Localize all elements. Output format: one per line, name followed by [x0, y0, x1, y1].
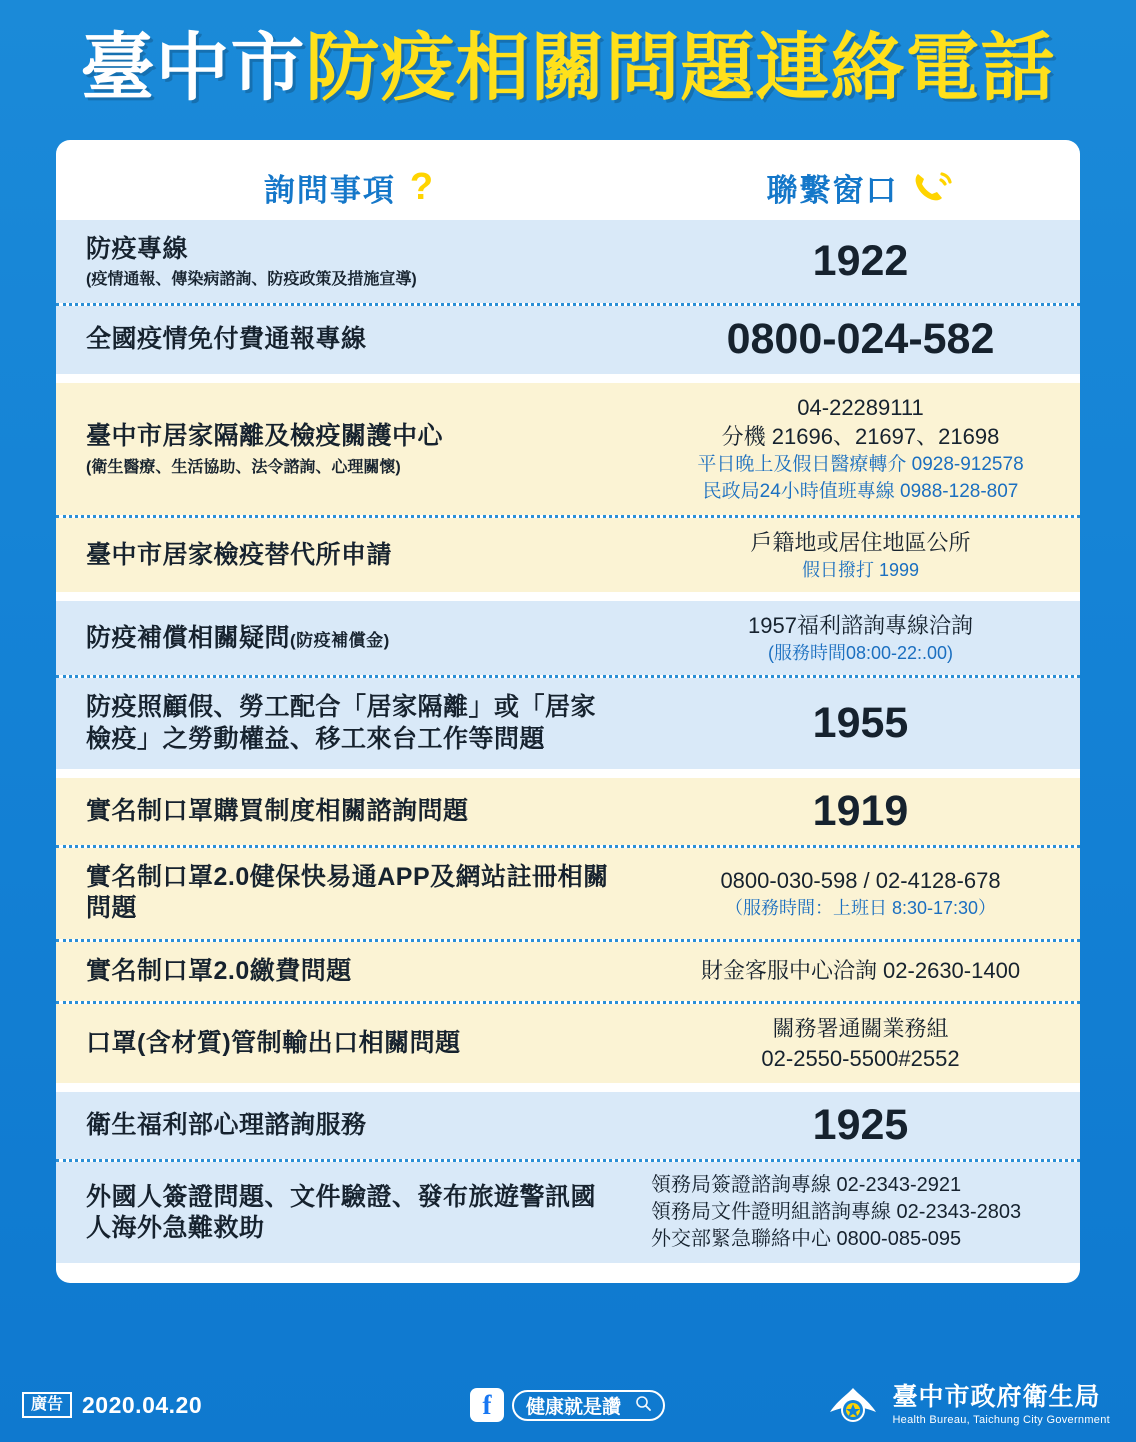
- table-row: [56, 678, 1080, 769]
- answer-line: 領務局簽證諮詢專線 02-2343-2921: [651, 1174, 962, 1197]
- question-cell: [56, 220, 641, 303]
- question-title: 臺中市居家檢疫替代所申請: [86, 540, 393, 569]
- question-cell: [56, 1162, 641, 1263]
- ad-badge: 廣告: [22, 1392, 72, 1418]
- phone-number: 1925: [812, 1101, 909, 1150]
- table-row: [56, 220, 1080, 303]
- answer-cell: [641, 1004, 1080, 1083]
- question-subtitle: (疫情通報、傳染病諮詢、防疫政策及措施宣導): [86, 271, 417, 289]
- question-cell: [56, 942, 641, 1001]
- question-mark-icon: ?: [409, 166, 434, 208]
- question-title: 全國疫情免付費通報專線: [86, 325, 367, 354]
- answer-cell: [641, 1092, 1080, 1159]
- answer-cell: [641, 1162, 1080, 1263]
- question-title: 防疫專線: [86, 235, 189, 263]
- question-cell: [56, 306, 641, 373]
- facebook-icon: f: [470, 1388, 504, 1422]
- service-hours: （服務時間：上班日 8:30-17:30）: [724, 898, 997, 918]
- phone-number: 1922: [812, 237, 909, 286]
- question-cell: [56, 1004, 641, 1083]
- phone-line: 04-22289111: [797, 394, 924, 420]
- answer-cell: [641, 942, 1080, 1001]
- extension-line: 分機 21696、21697、21698: [721, 424, 1000, 450]
- question-title: 外國人簽證問題、文件驗證、發布旅遊警訊國人海外急難救助: [86, 1182, 597, 1242]
- table-row: [56, 778, 1080, 845]
- answer-line: 關務署通關業務組: [772, 1015, 949, 1041]
- answer-cell: [641, 678, 1080, 769]
- question-title: [86, 623, 619, 654]
- answer-cell: [641, 306, 1080, 373]
- search-icon: [635, 1395, 651, 1416]
- question-title: 實名制口罩購買制度相關諮詢問題: [86, 796, 469, 825]
- answer-line: 1957福利諮詢專線洽詢: [748, 613, 973, 639]
- answer-line: 0800-030-598 / 02-4128-678: [720, 868, 1001, 894]
- col1-header-label: 詢問事項: [263, 172, 396, 208]
- group-gap: [56, 592, 1080, 601]
- question-title-note: (防疫補償金): [290, 630, 390, 650]
- after-hours-line: 平日晚上及假日醫療轉介 0928-912578: [697, 454, 1024, 476]
- table-header-row: [56, 154, 1080, 220]
- question-title: 實名制口罩2.0繳費問題: [86, 956, 352, 985]
- service-hours: (服務時間08:00-22:.00): [767, 642, 954, 663]
- answer-line: 外交部緊急聯絡中心 0800-085-095: [651, 1228, 962, 1251]
- col2-header-label: 聯繫窗口: [766, 172, 899, 208]
- contact-table-card: [56, 140, 1080, 1283]
- group-gap: [56, 374, 1080, 383]
- col2-header-cell: [641, 165, 1080, 210]
- question-cell: [56, 848, 641, 939]
- poster-header: [0, 0, 1136, 126]
- phone-icon: [911, 168, 955, 206]
- answer-line: 02-2550-5500#2552: [761, 1045, 960, 1071]
- question-cell: [56, 1092, 641, 1159]
- answer-line: 財金客服中心洽詢 02-2630-1400: [700, 958, 1021, 984]
- table-row: [56, 518, 1080, 592]
- question-title-text: 防疫補償相關疑問: [86, 623, 291, 652]
- phone-number: 0800-024-582: [726, 315, 995, 364]
- phone-number: 1919: [812, 786, 909, 835]
- organization-name: 臺中市政府衛生局: [892, 1383, 1101, 1412]
- table-row: [56, 1004, 1080, 1083]
- answer-cell: [641, 601, 1080, 675]
- facebook-link[interactable]: [470, 1388, 665, 1422]
- question-title: 口罩(含材質)管制輸出口相關問題: [86, 1028, 461, 1057]
- row-group-1: [56, 220, 1080, 374]
- table-row: [56, 601, 1080, 675]
- organization-logo: [826, 1378, 1110, 1432]
- col1-header-cell: [56, 165, 641, 210]
- answer-cell: [641, 220, 1080, 303]
- row-group-3: [56, 601, 1080, 768]
- table-row: [56, 1092, 1080, 1159]
- table-row: [56, 942, 1080, 1001]
- phone-number: 1955: [812, 698, 909, 747]
- question-title: 實名制口罩2.0健保快易通APP及網站註冊相關問題: [86, 863, 609, 923]
- answer-cell: [641, 848, 1080, 939]
- question-subtitle: (衛生醫療、生活協助、法令諮詢、心理關懷): [86, 458, 401, 476]
- question-title: 防疫照顧假、勞工配合「居家隔離」或「居家檢疫」之勞動權益、移工來台工作等問題: [86, 693, 597, 753]
- organization-text: [892, 1384, 1110, 1426]
- publish-date: 2020.04.20: [82, 1391, 203, 1418]
- answer-cell: [641, 383, 1080, 516]
- question-cell: [56, 601, 641, 675]
- answer-line: 領務局文件證明組諮詢專線 02-2343-2803: [651, 1201, 1022, 1224]
- taichung-city-emblem-icon: [826, 1378, 880, 1432]
- answer-cell: [641, 778, 1080, 845]
- holiday-line: 假日撥打 1999: [801, 559, 920, 580]
- title-part-subject: 防疫相關問題連絡電話: [305, 26, 1056, 109]
- question-cell: [56, 518, 641, 592]
- answer-cell: [641, 518, 1080, 592]
- row-group-4: [56, 778, 1080, 1083]
- table-row: [56, 1162, 1080, 1263]
- group-gap: [56, 769, 1080, 778]
- question-cell: [56, 778, 641, 845]
- question-title: 臺中市居家隔離及檢疫關護中心: [86, 422, 444, 451]
- page-title: [80, 26, 1056, 109]
- question-title: 衛生福利部心理諮詢服務: [86, 1111, 367, 1140]
- answer-line: 戶籍地或居住地區公所: [750, 530, 971, 556]
- title-part-city: 臺中市: [80, 26, 306, 109]
- facebook-page-name: 健康就是讚: [526, 1396, 622, 1418]
- table-row: [56, 848, 1080, 939]
- facebook-search-pill[interactable]: [512, 1390, 665, 1421]
- row-group-5: [56, 1092, 1080, 1263]
- poster-footer: [0, 1368, 1136, 1442]
- question-cell: [56, 678, 641, 769]
- row-group-2: [56, 383, 1080, 593]
- group-gap: [56, 1083, 1080, 1092]
- table-row: [56, 383, 1080, 516]
- duty-line: 民政局24小時值班專線 0988-128-807: [702, 480, 1019, 502]
- question-cell: [56, 383, 641, 516]
- organization-name-en: Health Bureau, Taichung City Government: [892, 1413, 1110, 1426]
- table-row: [56, 306, 1080, 373]
